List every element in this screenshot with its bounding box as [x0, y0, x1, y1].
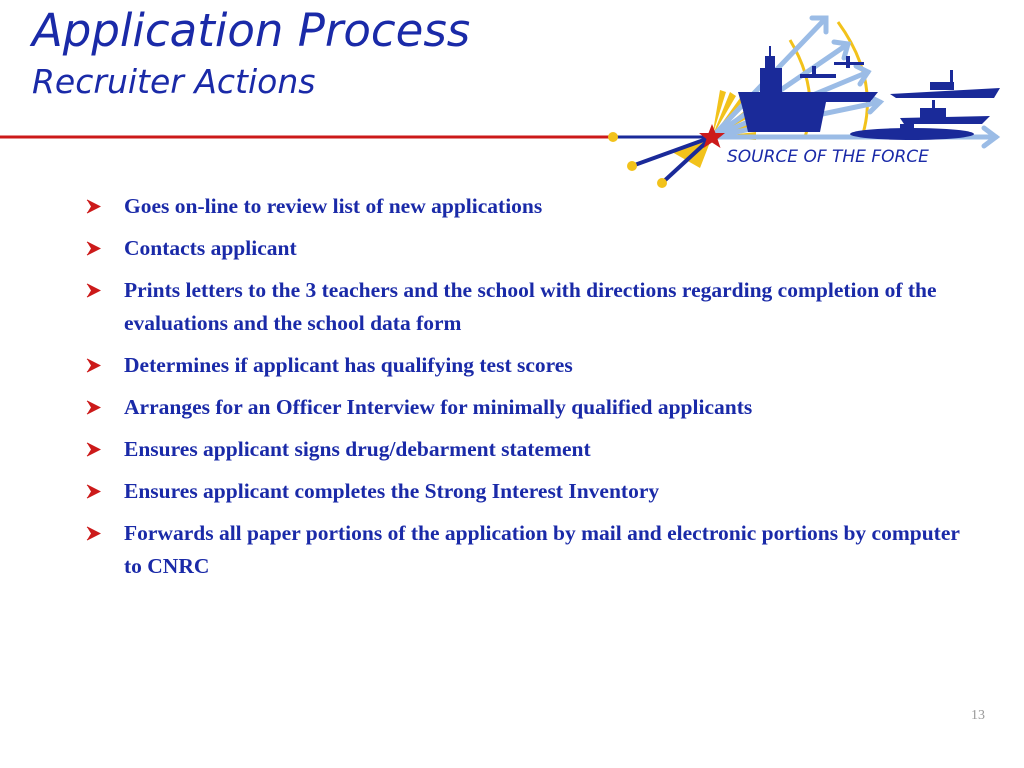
bullet-item: [86, 274, 966, 340]
arrow-bullet-icon: [86, 283, 101, 298]
bullet-text: Arranges for an Officer Interview for minimally qualified applicants: [124, 395, 753, 419]
destroyer-icon: [890, 70, 1000, 98]
bullet-text: Forwards all paper portions of the application by mail and electronic portions by computer to CNRC: [124, 521, 960, 578]
arrow-bullet-icon: [86, 484, 101, 499]
bullet-text: Determines if applicant has qualifying test scores: [124, 353, 573, 377]
bullet-item: [86, 190, 966, 223]
bullet-text: Goes on-line to review list of new applications: [124, 194, 543, 218]
arrow-bullet-icon: [86, 442, 101, 457]
slide-subtitle: Recruiter Actions: [32, 62, 316, 101]
bullet-text: Contacts applicant: [124, 236, 297, 260]
bullet-list: [86, 190, 966, 592]
arrow-bullet-icon: [86, 241, 101, 256]
bullet-item: [86, 433, 966, 466]
bullet-item: [86, 391, 966, 424]
page-number: 13: [971, 708, 985, 723]
submarine-icon: [850, 124, 974, 140]
bullet-item: [86, 475, 966, 508]
arrow-bullet-icon: [86, 358, 101, 373]
bullet-item: [86, 232, 966, 265]
arrow-bullet-icon: [86, 400, 101, 415]
arrow-bullet-icon: [86, 199, 101, 214]
tagline: SOURCE OF THE FORCE: [727, 147, 929, 167]
bullet-text: Prints letters to the 3 teachers and the school with directions regarding completion of the evaluations and the school data form: [124, 278, 937, 335]
bullet-text: Ensures applicant completes the Strong Interest Inventory: [124, 479, 660, 503]
bullet-text: Ensures applicant signs drug/debarment statement: [124, 437, 591, 461]
bullet-item: [86, 349, 966, 382]
bullet-item: [86, 517, 966, 583]
frigate-icon: [900, 100, 990, 124]
arrow-bullet-icon: [86, 526, 101, 541]
slide-title: Application Process: [32, 4, 471, 57]
